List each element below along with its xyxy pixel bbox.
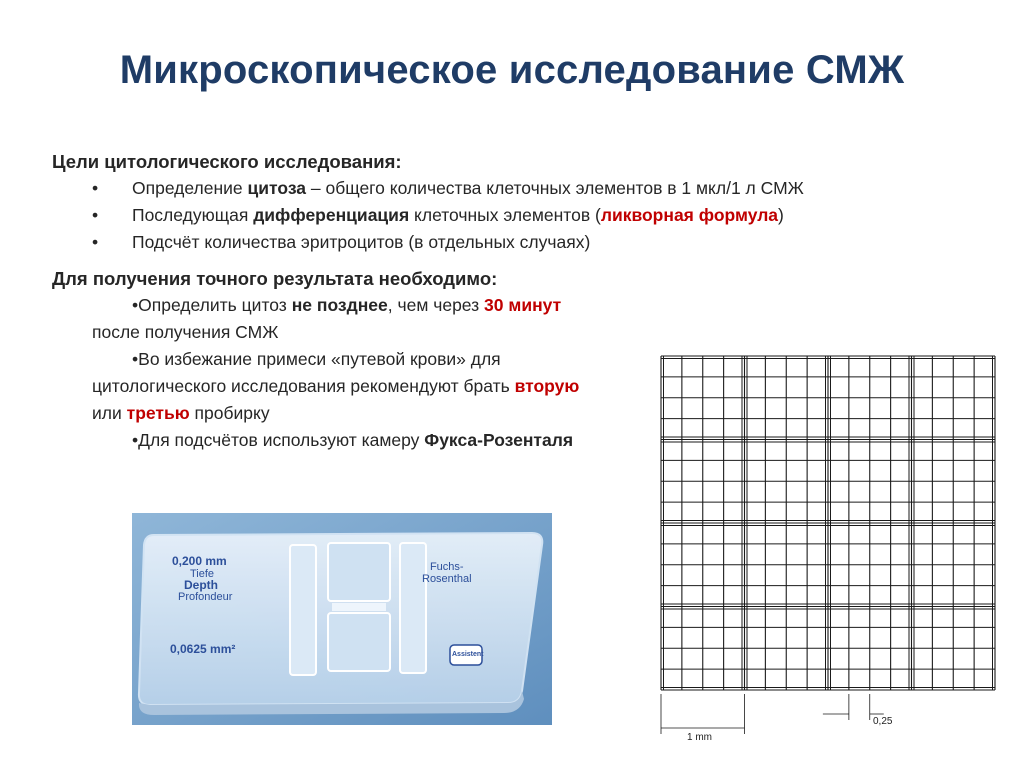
scale-1mm-label: 1 mm [687, 732, 712, 743]
list-item [52, 175, 804, 202]
slide-body [52, 149, 804, 454]
list-item [52, 202, 784, 229]
depth-fr: Profondeur [178, 591, 233, 603]
bullet: • [132, 430, 139, 450]
item-highlight: ликворная формула [600, 205, 779, 225]
section1-list [52, 175, 804, 256]
bullet: • [132, 295, 139, 315]
area-value: 0,0625 mm² [170, 642, 236, 656]
item-text: Подсчёт количества эритроцитов (в отдельных случаях) [132, 232, 591, 252]
bullet: • [92, 205, 99, 225]
bullet: • [132, 349, 139, 369]
item-text: Для подсчётов используют камеру [138, 430, 425, 450]
list-item [52, 346, 612, 427]
depth-en: Depth [184, 578, 218, 592]
item-bold: Фукса-Розенталя [424, 430, 574, 450]
chamber-photo [132, 513, 552, 725]
item-text: Определить цитоз [138, 295, 292, 315]
item-text: Последующая [132, 205, 254, 225]
bullet: • [92, 178, 99, 198]
item-text: Определение [132, 178, 248, 198]
list-item [52, 427, 612, 454]
item-text: после получения СМЖ [92, 322, 279, 342]
item-text: или [92, 403, 127, 423]
item-bold: дифференциация [253, 205, 410, 225]
counting-grid-figure [655, 352, 1017, 762]
item-highlight: вторую [514, 376, 580, 396]
bullet: • [92, 232, 99, 252]
item-bold: цитоза [247, 178, 307, 198]
chamber-photo-graphic [132, 513, 552, 725]
item-text: ) [778, 205, 784, 225]
counting-grid [655, 352, 1017, 762]
list-item [52, 229, 652, 256]
item-text: , чем через [387, 295, 485, 315]
item-text: – общего количества клеточных элементов в 1 мкл/1 л СМЖ [306, 178, 804, 198]
item-text: Во избежание примеси «путевой крови» для цитологического исследования рекомендуют брать [92, 349, 515, 396]
item-bold: не позднее [291, 295, 388, 315]
item-text: пробирку [189, 403, 270, 423]
brand-label: Fuchs- Rosenthal [422, 561, 472, 585]
depth-value: 0,200 mm [172, 554, 227, 568]
maker-label: Assistent [452, 651, 484, 658]
item-highlight: третью [126, 403, 190, 423]
scale-025-label: 0,25 [873, 716, 893, 727]
depth-de: Tiefe [190, 568, 215, 580]
section1-heading: Цели цитологического исследования: [52, 151, 402, 172]
section2-heading: Для получения точного результата необходимо: [52, 268, 498, 289]
item-highlight: 30 минут [484, 295, 562, 315]
item-text: клеточных элементов ( [409, 205, 601, 225]
list-item [52, 292, 612, 346]
section2-list [52, 292, 612, 454]
slide-title: Микроскопическое исследование СМЖ [119, 48, 905, 92]
